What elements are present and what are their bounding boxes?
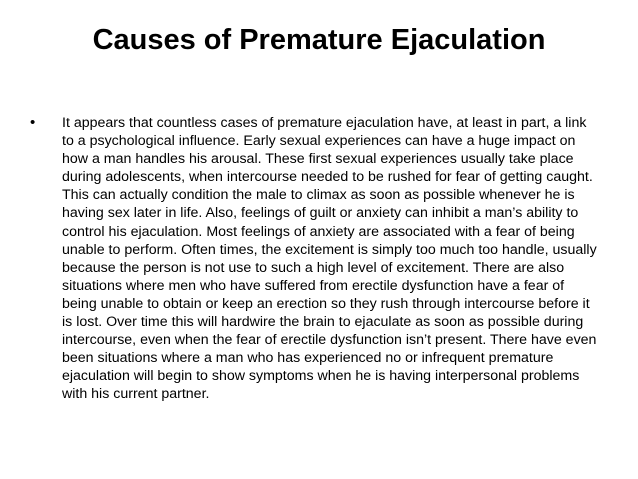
bullet-list <box>30 114 600 404</box>
bullet-marker: • <box>30 114 36 131</box>
bullet-text: It appears that countless cases of premature ejaculation have, at least in part, a link to a psychological influence. Early sexual experiences can have a huge impact on how a man handles his arousal. These first sexual experiences usually take place during adolescents, when intercourse needed to be rushed for fear of getting caught. This can actually condition the male to climax as soon as possible whenever he is having sex later in life. Also, feelings of guilt or anxiety can inhibit a man’s ability to control his ejaculation. Most feelings of anxiety are associated with a fear of being unable to perform. Often times, the excitement is simply too much too handle, usually because the person is not use to such a high level of excitement. There are also situations where men who have suffered from erectile dysfunction have a fear of being unable to obtain or keep an erection so they rush through intercourse before it is lost. Over time this will hardwire the brain to ejaculate as soon as possible during intercourse, even when the fear of erectile dysfunction isn’t present. There have even been situations where a man who has experienced no or infrequent premature ejaculation will begin to show symptoms when he is having interpersonal problems with his current partner. <box>62 115 597 403</box>
slide-title: Causes of Premature Ejaculation <box>92 24 546 56</box>
bullet-item <box>30 114 600 404</box>
